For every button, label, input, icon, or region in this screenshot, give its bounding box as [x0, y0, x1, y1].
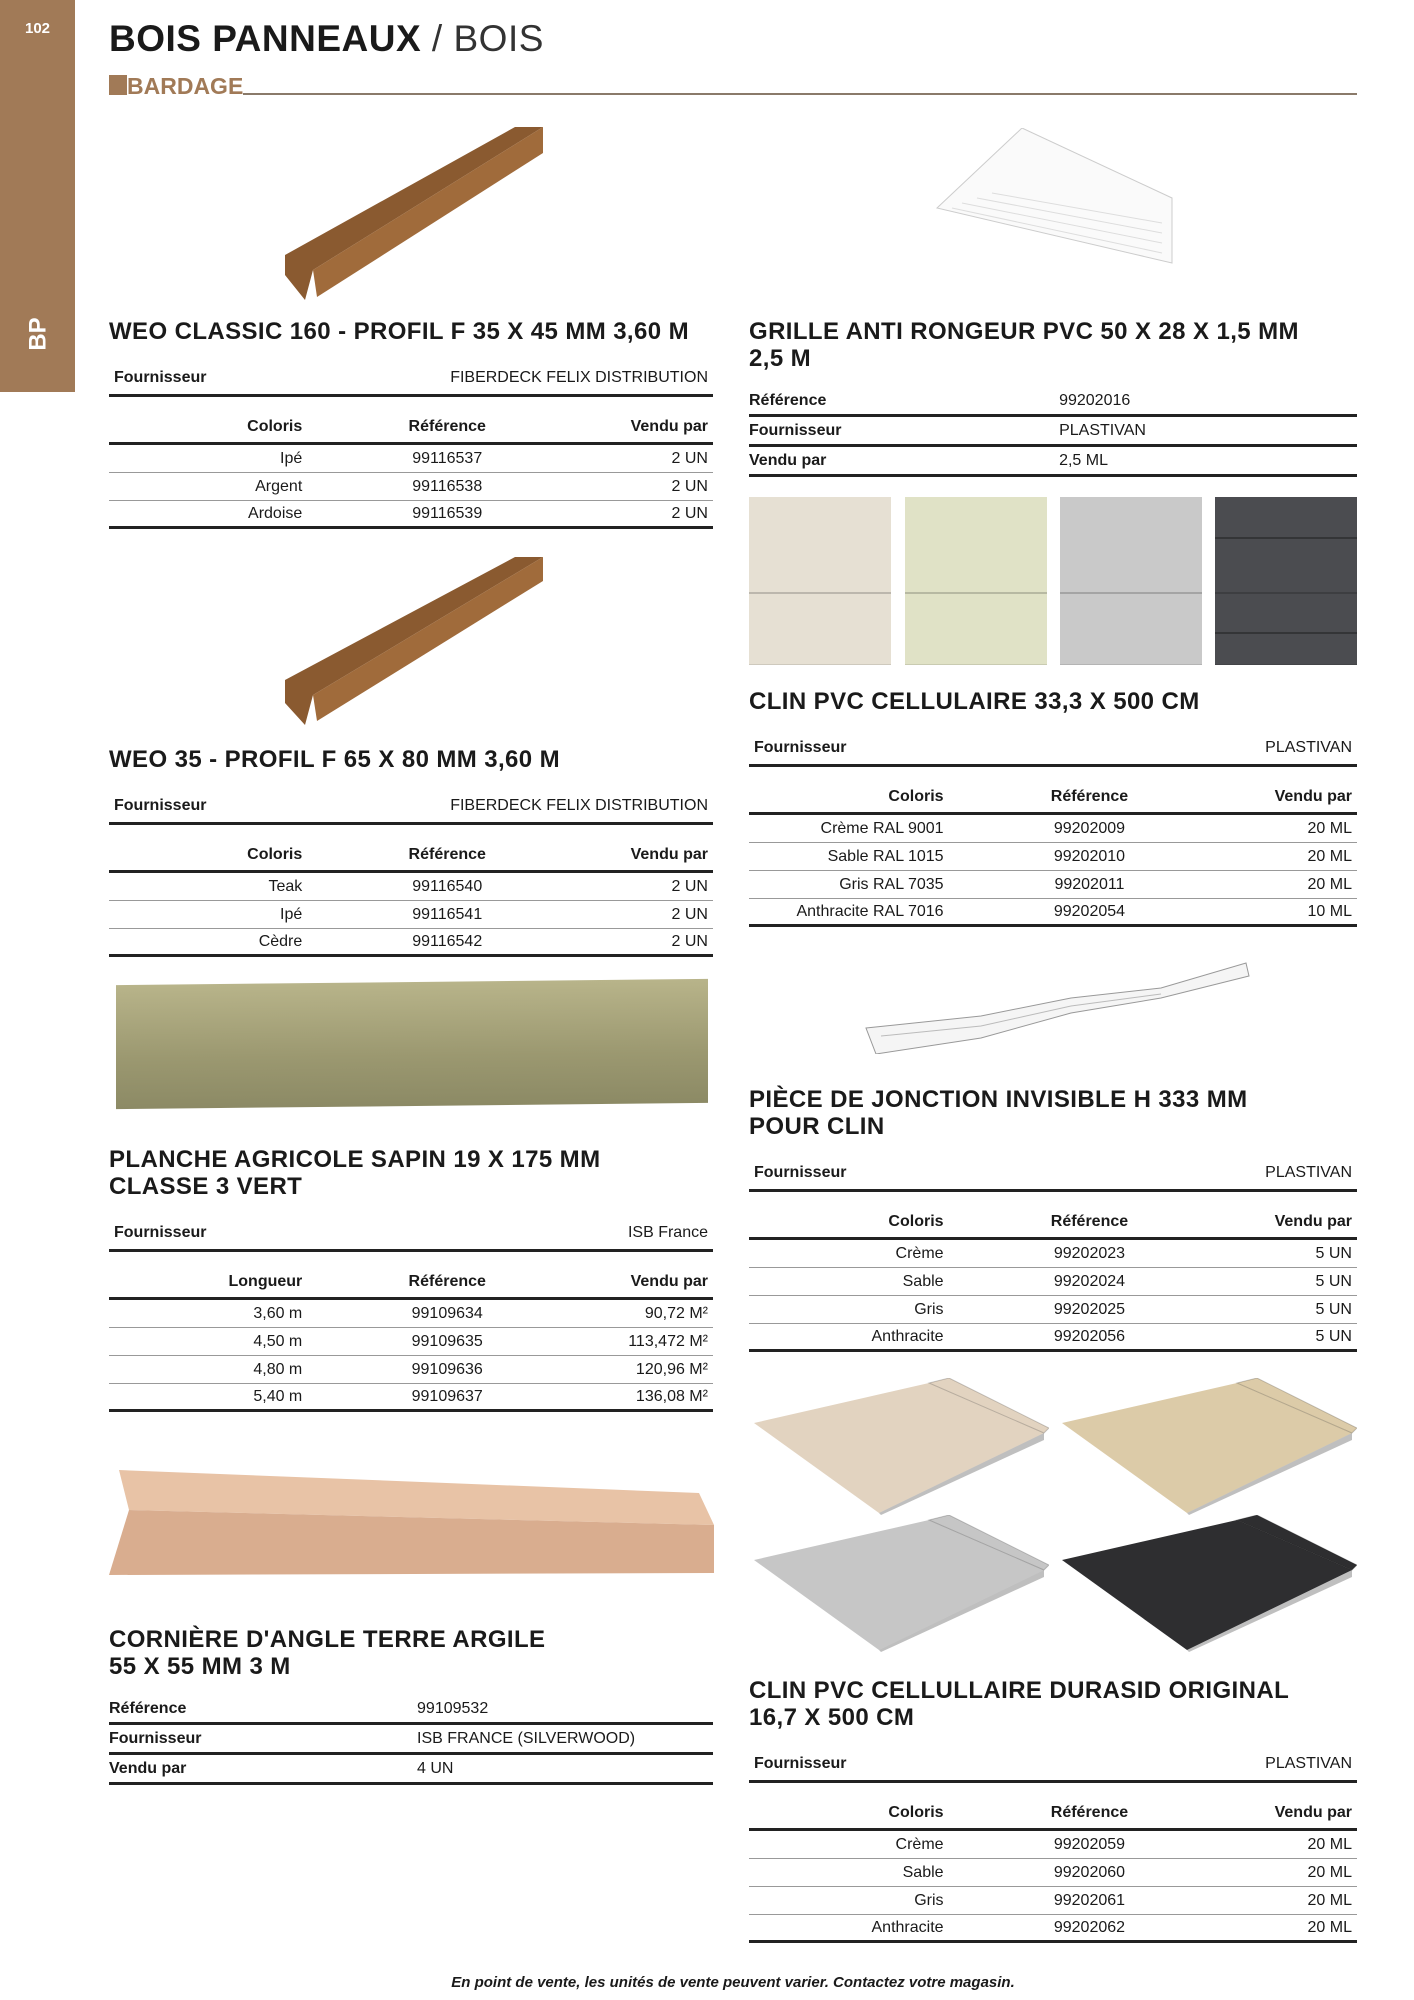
table-row	[749, 1831, 1357, 1859]
cell-reference: 99202056	[1053, 1327, 1126, 1345]
cell-reference: 99116538	[412, 477, 483, 495]
product-title: CORNIÈRE D'ANGLE TERRE ARGILE 55 X 55 MM 3 M	[109, 1626, 546, 1680]
table-row	[749, 1268, 1357, 1296]
cell-sold-by: 20 ML	[1307, 1918, 1352, 1936]
col-header-variant: Coloris	[888, 1212, 944, 1230]
supplier-row	[109, 789, 713, 825]
cell-variant: Crème	[895, 1835, 944, 1853]
cell-sold-by: 2 UN	[671, 905, 708, 923]
durasid-panel-image	[1057, 1378, 1357, 1515]
supplier-value: ISB France	[627, 1223, 708, 1241]
cell-sold-by: 2 UN	[671, 477, 708, 495]
table-header	[749, 781, 1357, 815]
cell-variant: Crème RAL 9001	[820, 819, 944, 837]
table-row	[749, 1240, 1357, 1268]
section-square-icon	[109, 75, 127, 95]
cell-variant: Sable	[902, 1863, 944, 1881]
spec-value: 2,5 ML	[1059, 451, 1108, 469]
col-header-variant: Coloris	[247, 417, 303, 435]
table-row	[749, 1859, 1357, 1887]
table-header	[749, 1797, 1357, 1831]
color-swatch-image	[1215, 497, 1357, 665]
product-title: CLIN PVC CELLULAIRE 33,3 X 500 CM	[749, 688, 1200, 715]
cell-variant: Ipé	[280, 449, 303, 467]
spec-label: Fournisseur	[749, 421, 842, 439]
cell-variant: Cèdre	[258, 932, 303, 950]
supplier-value: FIBERDECK FELIX DISTRIBUTION	[450, 368, 708, 386]
table-row	[749, 815, 1357, 843]
table-row	[749, 899, 1357, 927]
table-row	[109, 1300, 713, 1328]
product-block	[749, 1086, 1357, 1352]
cell-reference: 99109635	[411, 1332, 483, 1350]
table-row	[109, 445, 713, 473]
cell-reference: 99202062	[1053, 1918, 1126, 1936]
spec-label: Vendu par	[109, 1759, 187, 1777]
cell-sold-by: 10 ML	[1307, 902, 1352, 920]
supplier-label: Fournisseur	[114, 368, 207, 386]
product-block	[749, 688, 1357, 927]
cell-reference: 99202023	[1053, 1244, 1126, 1262]
cell-variant: Anthracite	[871, 1918, 944, 1936]
spec-value: PLASTIVAN	[1059, 421, 1146, 439]
cell-sold-by: 5 UN	[1315, 1244, 1352, 1262]
supplier-label: Fournisseur	[754, 1163, 847, 1181]
color-swatch-image	[749, 497, 891, 665]
spec-label: Vendu par	[749, 451, 827, 469]
table-header	[749, 1206, 1357, 1240]
spec-label: Fournisseur	[109, 1729, 202, 1747]
cell-variant: Ipé	[280, 905, 303, 923]
cell-sold-by: 20 ML	[1307, 875, 1352, 893]
product-block	[749, 1677, 1357, 1943]
cell-variant: Anthracite RAL 7016	[796, 902, 944, 920]
color-swatch-image	[1060, 497, 1202, 665]
spec-value: 99202016	[1059, 391, 1131, 409]
spec-row	[749, 417, 1357, 447]
cell-sold-by: 20 ML	[1307, 1863, 1352, 1881]
cell-sold-by: 5 UN	[1315, 1327, 1352, 1345]
table-row	[749, 1324, 1357, 1352]
jonction-image	[861, 958, 1251, 1054]
table-row	[109, 901, 713, 929]
side-tab	[0, 0, 75, 392]
cell-variant: Anthracite	[871, 1327, 944, 1345]
product-block	[109, 746, 713, 957]
product-title: PIÈCE DE JONCTION INVISIBLE H 333 MM POUR CLIN	[749, 1086, 1248, 1140]
footer-note: En point de vente, les unités de vente peuvent varier. Contactez votre magasin.	[451, 1974, 1015, 1991]
cell-variant: Sable RAL 1015	[827, 847, 944, 865]
col-header-reference: Référence	[1050, 1803, 1129, 1821]
col-header-variant: Coloris	[888, 787, 944, 805]
cell-reference: 99202054	[1053, 902, 1126, 920]
table-row	[749, 871, 1357, 899]
col-header-sold-by: Vendu par	[630, 417, 708, 435]
col-header-sold-by: Vendu par	[1274, 1212, 1352, 1230]
cell-variant: Gris RAL 7035	[839, 875, 944, 893]
cell-sold-by: 90,72 M²	[644, 1304, 708, 1322]
supplier-label: Fournisseur	[114, 796, 207, 814]
table-row	[109, 1328, 713, 1356]
cell-variant: Gris	[914, 1300, 944, 1318]
cell-sold-by: 5 UN	[1315, 1300, 1352, 1318]
spec-row	[109, 1725, 713, 1755]
weo-35-profile-image	[285, 555, 545, 725]
cell-variant: 4,50 m	[253, 1332, 303, 1350]
cell-variant: Ardoise	[248, 504, 303, 522]
table-row	[109, 1356, 713, 1384]
cell-sold-by: 2 UN	[671, 449, 708, 467]
col-header-variant: Coloris	[247, 845, 303, 863]
table-header	[109, 1266, 713, 1300]
supplier-label: Fournisseur	[754, 1754, 847, 1772]
side-tab-label: BP	[24, 317, 52, 351]
cell-reference: 99116540	[412, 877, 483, 895]
table-row	[749, 843, 1357, 871]
cell-variant: Teak	[268, 877, 303, 895]
cell-variant: Sable	[902, 1272, 944, 1290]
table-row	[749, 1887, 1357, 1915]
spec-value: 4 UN	[417, 1759, 454, 1777]
title-bold: BOIS PANNEAUX	[109, 18, 422, 59]
cell-reference: 99202061	[1053, 1891, 1126, 1909]
section-header	[109, 70, 1357, 98]
cell-variant: 4,80 m	[253, 1360, 303, 1378]
durasid-panel-image	[749, 1378, 1049, 1515]
cell-sold-by: 2 UN	[671, 932, 708, 950]
spec-label: Référence	[749, 391, 827, 409]
table-row	[109, 929, 713, 957]
corniere-image	[109, 1465, 714, 1577]
product-title: WEO 35 - PROFIL F 65 X 80 MM 3,60 M	[109, 746, 561, 773]
cell-sold-by: 2 UN	[671, 504, 708, 522]
cell-sold-by: 2 UN	[671, 877, 708, 895]
cell-variant: 5,40 m	[253, 1387, 303, 1405]
title-light: / BOIS	[431, 18, 544, 59]
cell-sold-by: 136,08 M²	[635, 1387, 708, 1405]
supplier-label: Fournisseur	[754, 738, 847, 756]
col-header-sold-by: Vendu par	[630, 1272, 708, 1290]
col-header-reference: Référence	[408, 417, 486, 435]
spec-label: Référence	[109, 1699, 187, 1717]
table-header	[109, 411, 713, 445]
cell-reference: 99202010	[1053, 847, 1126, 865]
product-block	[109, 1146, 713, 1412]
table-row	[109, 1384, 713, 1412]
product-title: PLANCHE AGRICOLE SAPIN 19 X 175 MM CLASSE 3 VERT	[109, 1146, 601, 1200]
supplier-value: PLASTIVAN	[1265, 1163, 1352, 1181]
cell-variant: Gris	[914, 1891, 944, 1909]
spec-row	[749, 447, 1357, 477]
supplier-value: PLASTIVAN	[1265, 1754, 1352, 1772]
durasid-panel-image	[1057, 1515, 1357, 1652]
spec-row	[749, 387, 1357, 417]
cell-sold-by: 20 ML	[1307, 819, 1352, 837]
spec-row	[109, 1755, 713, 1785]
cell-reference: 99202059	[1053, 1835, 1126, 1853]
page-number: 102	[24, 20, 51, 37]
product-title: WEO CLASSIC 160 - PROFIL F 35 X 45 MM 3,60 M	[109, 318, 689, 345]
grille-image	[932, 128, 1178, 266]
supplier-value: PLASTIVAN	[1265, 738, 1352, 756]
col-header-variant: Longueur	[228, 1272, 303, 1290]
section-label: BARDAGE	[127, 73, 244, 99]
product-block	[109, 318, 713, 529]
cell-reference: 99202009	[1053, 819, 1126, 837]
color-swatch-image	[905, 497, 1047, 665]
cell-reference: 99202060	[1053, 1863, 1126, 1881]
supplier-label: Fournisseur	[114, 1223, 207, 1241]
cell-reference: 99202025	[1053, 1300, 1126, 1318]
table-row	[749, 1296, 1357, 1324]
supplier-row	[749, 731, 1357, 767]
spec-row	[109, 1695, 713, 1725]
col-header-sold-by: Vendu par	[1274, 1803, 1352, 1821]
cell-sold-by: 20 ML	[1307, 847, 1352, 865]
page-title	[109, 18, 544, 60]
cell-variant: Argent	[255, 477, 303, 495]
cell-reference: 99109636	[411, 1360, 483, 1378]
supplier-row	[749, 1747, 1357, 1783]
col-header-reference: Référence	[1050, 1212, 1129, 1230]
supplier-row	[109, 1216, 713, 1252]
col-header-reference: Référence	[408, 845, 486, 863]
weo-classic-profile-image	[285, 125, 545, 300]
col-header-sold-by: Vendu par	[630, 845, 708, 863]
spec-value: 99109532	[417, 1699, 489, 1717]
product-title: CLIN PVC CELLULLAIRE DURASID ORIGINAL 16,7 X 500 CM	[749, 1677, 1290, 1731]
table-row	[109, 473, 713, 501]
table-header	[109, 839, 713, 873]
cell-sold-by: 20 ML	[1307, 1835, 1352, 1853]
cell-variant: 3,60 m	[253, 1304, 303, 1322]
cell-reference: 99109637	[411, 1387, 483, 1405]
section-divider	[243, 93, 1357, 95]
cell-sold-by: 113,472 M²	[628, 1332, 708, 1350]
col-header-reference: Référence	[1050, 787, 1129, 805]
supplier-value: FIBERDECK FELIX DISTRIBUTION	[450, 796, 708, 814]
cell-sold-by: 120,96 M²	[635, 1360, 708, 1378]
col-header-variant: Coloris	[888, 1803, 944, 1821]
product-block	[109, 1626, 713, 1785]
cell-reference: 99116537	[412, 449, 483, 467]
cell-sold-by: 20 ML	[1307, 1891, 1352, 1909]
cell-variant: Crème	[895, 1244, 944, 1262]
cell-sold-by: 5 UN	[1315, 1272, 1352, 1290]
table-row	[109, 501, 713, 529]
durasid-panel-image	[749, 1515, 1049, 1652]
product-block	[749, 318, 1357, 477]
cell-reference: 99116541	[412, 905, 483, 923]
cell-reference: 99116542	[412, 932, 483, 950]
table-row	[749, 1915, 1357, 1943]
cell-reference: 99116539	[412, 504, 483, 522]
col-header-sold-by: Vendu par	[1274, 787, 1352, 805]
cell-reference: 99202024	[1053, 1272, 1126, 1290]
spec-value: ISB FRANCE (SILVERWOOD)	[417, 1729, 636, 1747]
product-title: GRILLE ANTI RONGEUR PVC 50 X 28 X 1,5 MM 2,5 M	[749, 318, 1299, 372]
cell-reference: 99109634	[411, 1304, 483, 1322]
cell-reference: 99202011	[1054, 875, 1125, 893]
supplier-row	[109, 361, 713, 397]
col-header-reference: Référence	[408, 1272, 486, 1290]
table-row	[109, 873, 713, 901]
supplier-row	[749, 1156, 1357, 1192]
planche-image	[116, 979, 708, 1109]
